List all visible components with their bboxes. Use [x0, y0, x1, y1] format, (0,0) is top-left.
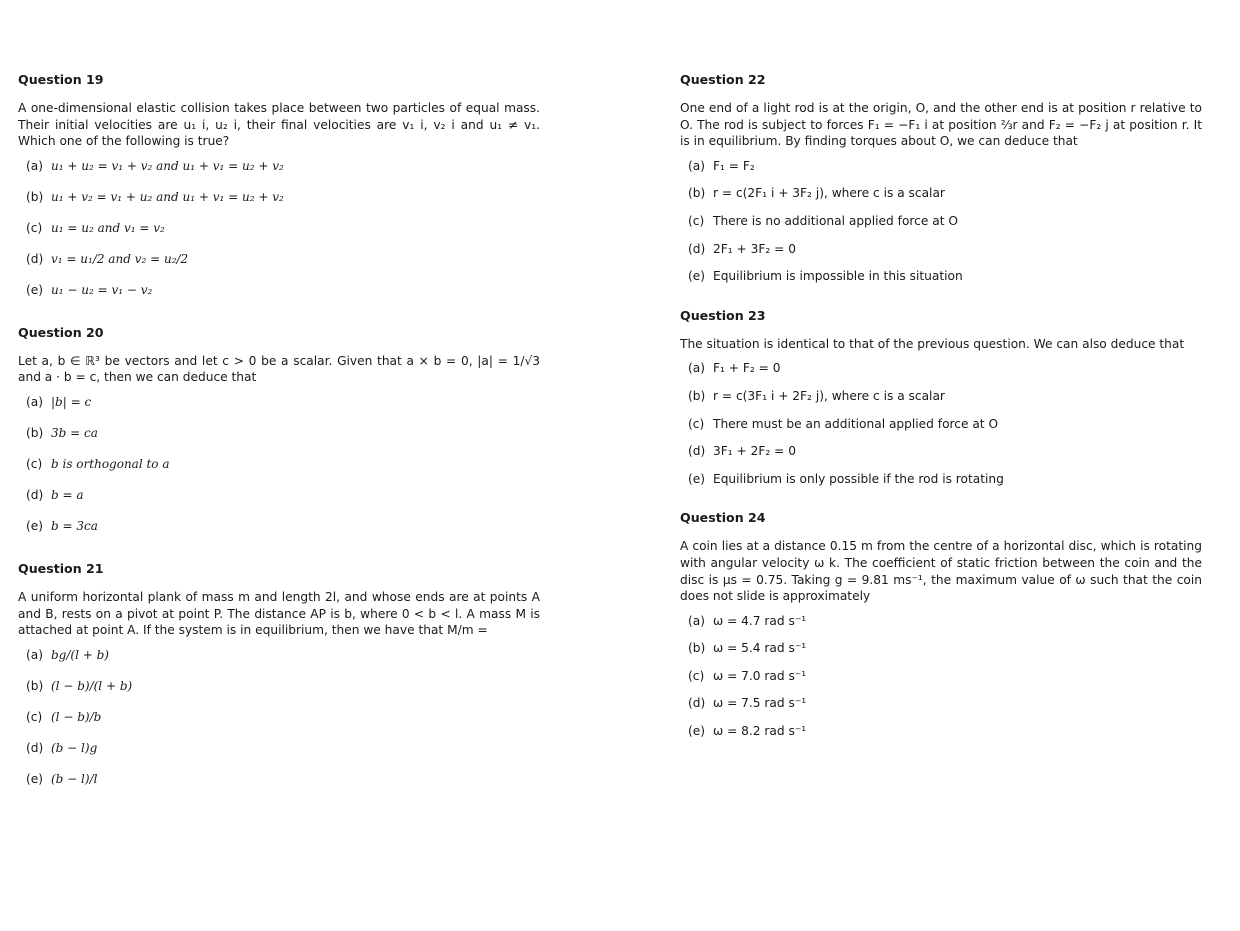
option-b	[26, 425, 540, 456]
option-label: (e)	[688, 724, 706, 739]
option-text: b = 3ca	[51, 518, 98, 533]
option-e	[688, 471, 1202, 499]
option-label: (a)	[688, 613, 705, 628]
option-label: (a)	[26, 394, 43, 409]
option-text: 2F₁ + 3F₂ = 0	[713, 241, 796, 256]
question-text: A uniform horizontal plank of mass m and length 2l, and whose ends are at points A and B, rests on a pivot at point P. The distance AP is b, where 0 < b < l. A mass M is attached at point A. If the system is in equilibrium, then we have that M/m =	[18, 589, 540, 638]
option-text: u₁ + v₂ = v₁ + u₂ and u₁ + v₁ = u₂ + v₂	[51, 189, 284, 204]
option-text: (l − b)/(l + b)	[51, 678, 133, 693]
option-label: (e)	[26, 518, 44, 533]
options-list	[680, 360, 1202, 498]
left-column	[18, 72, 540, 814]
option-text: u₁ − u₂ = v₁ − v₂	[51, 282, 153, 297]
option-b	[688, 185, 1202, 213]
question-text: The situation is identical to that of the previous question. We can also deduce that	[680, 336, 1185, 351]
option-text: ω = 8.2 rad s⁻¹	[713, 724, 807, 739]
option-b	[688, 640, 1202, 668]
option-text: r = c(2F₁ i + 3F₂ j), where c is a scalar	[713, 186, 945, 201]
option-b	[688, 388, 1202, 416]
option-text: |b| = c	[51, 394, 92, 409]
option-b	[26, 678, 540, 709]
option-label: (c)	[688, 213, 705, 228]
option-e	[26, 282, 540, 313]
option-e	[688, 723, 1202, 751]
option-d	[688, 241, 1202, 269]
option-c	[688, 213, 1202, 241]
option-d	[26, 251, 540, 282]
option-label: (e)	[26, 282, 44, 297]
option-label: (a)	[26, 647, 43, 662]
option-text: F₁ = F₂	[713, 158, 755, 173]
option-text: u₁ + u₂ = v₁ + v₂ and u₁ + v₁ = u₂ + v₂	[51, 158, 284, 173]
option-c	[26, 220, 540, 251]
option-c	[26, 456, 540, 487]
question-text: A coin lies at a distance 0.15 m from the centre of a horizontal disc, which is rotating with angular velocity ω k. The coefficient of static friction between the coin and the disc is μs = 0.75. Taking g = 9.81 ms⁻¹, the maximum value of ω such that the coin does not slide is approximately	[680, 539, 1202, 604]
option-label: (a)	[688, 158, 705, 173]
option-d	[26, 740, 540, 771]
option-b	[26, 189, 540, 220]
option-a	[688, 360, 1202, 388]
option-text: F₁ + F₂ = 0	[713, 361, 781, 376]
option-a	[26, 158, 540, 189]
option-label: (c)	[26, 456, 43, 471]
option-label: (b)	[26, 425, 44, 440]
option-label: (d)	[688, 444, 706, 459]
question-text: Let a, b ∈ ℝ³ be vectors and let c > 0 be a scalar. Given that a × b = 0, |a| = 1/√3 and a · b = c, then we can deduce that	[18, 353, 540, 385]
option-d	[688, 443, 1202, 471]
option-a	[26, 394, 540, 425]
option-label: (c)	[688, 416, 705, 431]
option-label: (c)	[688, 668, 705, 683]
options-list	[18, 394, 540, 549]
question-20	[18, 325, 540, 549]
option-c	[26, 709, 540, 740]
option-a	[688, 158, 1202, 186]
option-c	[688, 668, 1202, 696]
option-text: Equilibrium is only possible if the rod is rotating	[713, 471, 1004, 486]
option-text: 3b = ca	[51, 425, 98, 440]
option-label: (b)	[688, 186, 706, 201]
question-text: One end of a light rod is at the origin, O, and the other end is at position r relative to O. The rod is subject to forces F₁ = −F₁ i at position ⅔r and F₂ = −F₂ j at position r. It is in equilibrium. By finding torques about O, we can deduce that	[680, 101, 1202, 149]
option-c	[688, 416, 1202, 444]
option-d	[26, 487, 540, 518]
option-e	[26, 518, 540, 549]
option-label: (d)	[688, 696, 706, 711]
option-text: bg/(l + b)	[51, 647, 109, 662]
question-title: Question 20	[18, 324, 104, 340]
option-label: (d)	[26, 740, 44, 755]
option-text: ω = 7.0 rad s⁻¹	[713, 668, 807, 683]
option-text: ω = 7.5 rad s⁻¹	[713, 696, 807, 711]
question-title: Question 21	[18, 560, 104, 576]
option-label: (d)	[688, 241, 706, 256]
question-title: Question 19	[18, 72, 104, 87]
option-text: There is no additional applied force at O	[713, 213, 958, 228]
right-column	[680, 72, 1202, 763]
options-list	[18, 647, 540, 802]
question-title: Question 23	[680, 307, 766, 323]
options-list	[680, 613, 1202, 751]
option-text: (b − l)g	[51, 740, 98, 755]
option-text: ω = 5.4 rad s⁻¹	[713, 641, 807, 656]
option-label: (b)	[688, 388, 706, 403]
question-19	[18, 72, 540, 313]
option-label: (d)	[26, 251, 44, 266]
option-text: (l − b)/b	[51, 709, 102, 724]
question-24	[680, 510, 1202, 750]
option-text: u₁ = u₂ and v₁ = v₂	[51, 220, 165, 235]
option-label: (b)	[26, 678, 44, 693]
options-list	[680, 158, 1202, 296]
question-text: A one-dimensional elastic collision takes place between two particles of equal mass. Their initial velocities are u₁ i, u₂ i, their final velocities are v₁ i, v₂ i and u₁ ≠ v₁. Which one of the following is true?	[18, 101, 540, 149]
option-e	[688, 268, 1202, 296]
question-title: Question 22	[680, 72, 766, 87]
option-label: (e)	[688, 471, 706, 486]
question-21	[18, 561, 540, 802]
option-e	[26, 771, 540, 802]
question-23	[680, 308, 1202, 499]
option-text: b = a	[51, 487, 84, 502]
option-text: Equilibrium is impossible in this situation	[713, 269, 963, 284]
option-label: (d)	[26, 487, 44, 502]
option-label: (a)	[688, 361, 705, 376]
option-text: b is orthogonal to a	[51, 456, 170, 471]
option-a	[688, 613, 1202, 641]
option-text: r = c(3F₁ i + 2F₂ j), where c is a scalar	[713, 388, 945, 403]
option-label: (a)	[26, 158, 43, 173]
option-a	[26, 647, 540, 678]
option-label: (b)	[26, 189, 44, 204]
option-label: (b)	[688, 641, 706, 656]
option-text: 3F₁ + 2F₂ = 0	[713, 444, 796, 459]
option-label: (c)	[26, 220, 43, 235]
option-text: (b − l)/l	[51, 771, 98, 786]
option-text: v₁ = u₁/2 and v₂ = u₂/2	[51, 251, 189, 266]
option-label: (e)	[688, 269, 706, 284]
question-22	[680, 72, 1202, 296]
options-list	[18, 158, 540, 313]
question-title: Question 24	[680, 510, 766, 526]
option-text: ω = 4.7 rad s⁻¹	[713, 613, 807, 628]
option-d	[688, 695, 1202, 723]
option-label: (e)	[26, 771, 44, 786]
option-label: (c)	[26, 709, 43, 724]
option-text: There must be an additional applied force at O	[713, 416, 999, 431]
